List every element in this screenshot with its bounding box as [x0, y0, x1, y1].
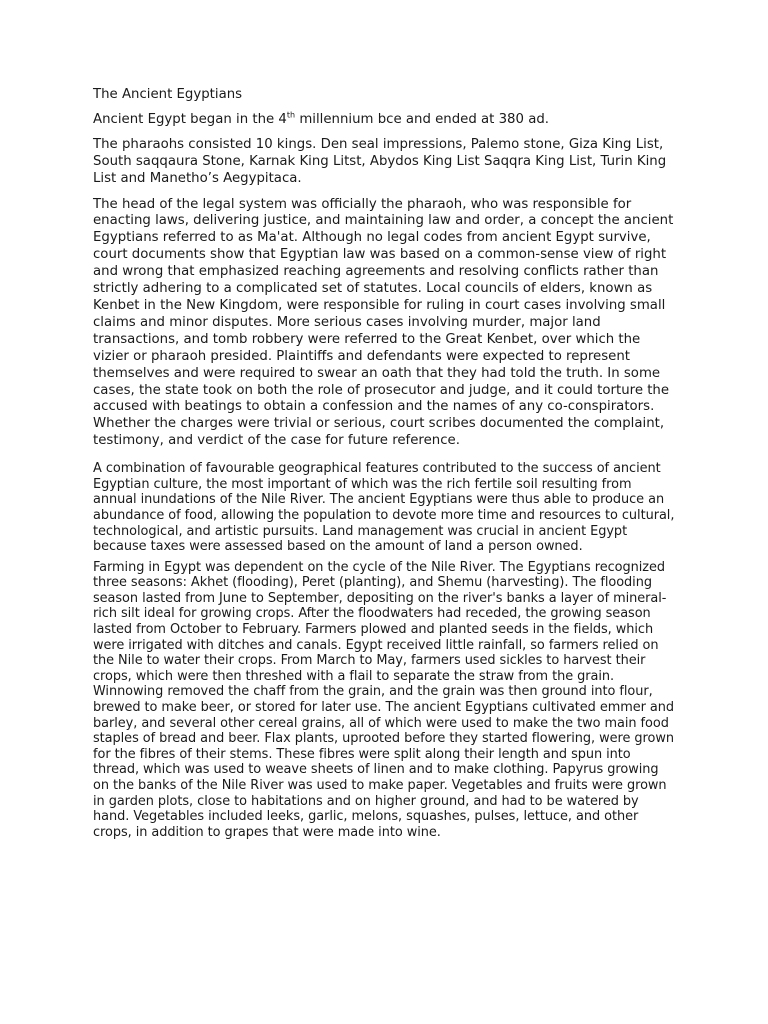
intro-text-before: Ancient Egypt began in the 4: [93, 111, 287, 127]
document-body: [93, 87, 678, 848]
intro-text-after: millennium bce and ended at 380 ad.: [295, 111, 550, 127]
document-title: The Ancient Egyptians: [93, 87, 243, 102]
intro-superscript: th: [286, 110, 296, 120]
intro-paragraph: [93, 112, 678, 129]
geography-paragraph: A combination of favourable geographical features contributed to the success of ancient Egyptian culture, the most important of which was the rich fertile soil resulting from annual inundations of the Nile River. The ancient Egyptians were thus able to produce an abundance of food, allowing the population to devote more time and resources to cultural, technological, and artistic pursuits. Land management was crucial in ancient Egypt because taxes were assessed based on the amount of land a person owned.: [93, 461, 675, 555]
farming-paragraph: Farming in Egypt was dependent on the cycle of the Nile River. The Egyptians recognized three seasons: Akhet (flooding), Peret (planting), and Shemu (harvesting). The flooding season lasted from June to September, depositing on the river's banks a layer of mineral-rich silt ideal for growing crops. After the floodwaters had receded, the growing season lasted from October to February. Farmers plowed and planted seeds in the fields, which were irrigated with ditches and canals. Egypt received little rainfall, so farmers relied on the Nile to water their crops. From March to May, farmers used sickles to harvest their crops, which were then threshed with a flail to separate the straw from the grain. Winnowing removed the chaff from the grain, and the grain was then ground into flour, brewed to make beer, or stored for later use. The ancient Egyptians cultivated emmer and barley, and several other cereal grains, all of which were used to make the two main food staples of bread and beer. Flax plants, uprooted before they started flowering, were grown for the fibres of their stems. These fibres were split along their length and spun into thread, which was used to weave sheets of linen and to make clothing. Papyrus growing on the banks of the Nile River was used to make paper. Vegetables and fruits were grown in garden plots, close to habitations and on higher ground, and had to be watered by hand. Vegetables included leeks, garlic, melons, squashes, pulses, lettuce, and other crops, in addition to grapes that were made into wine.: [93, 559, 675, 840]
pharaohs-paragraph: The pharaohs consisted 10 kings. Den seal impressions, Palemo stone, Giza King List, South saqqaura Stone, Karnak King Litst, Abydos King List Saqqra King List, Turin King List and Manetho’s Aegypitaca.: [93, 136, 667, 186]
legal-system-paragraph: The head of the legal system was officially the pharaoh, who was responsible for enacting laws, delivering justice, and maintaining law and order, a concept the ancient Egyptians referred to as Ma'at. Although no legal codes from ancient Egypt survive, court documents show that Egyptian law was based on a common-sense view of right and wrong that emphasized reaching agreements and resolving conflicts rather than strictly adhering to a complicated set of statutes. Local councils of elders, known as Kenbet in the New Kingdom, were responsible for ruling in court cases involving small claims and minor disputes. More serious cases involving murder, major land transactions, and tomb robbery were referred to the Great Kenbet, over which the vizier or pharaoh presided. Plaintiffs and defendants were expected to represent themselves and were required to swear an oath that they had told the truth. In some cases, the state took on both the role of prosecutor and judge, and it could torture the accused with beatings to obtain a confession and the names of any co-conspirators. Whether the charges were trivial or serious, court scribes documented the complaint, testimony, and verdict of the case for future reference.: [93, 196, 674, 449]
